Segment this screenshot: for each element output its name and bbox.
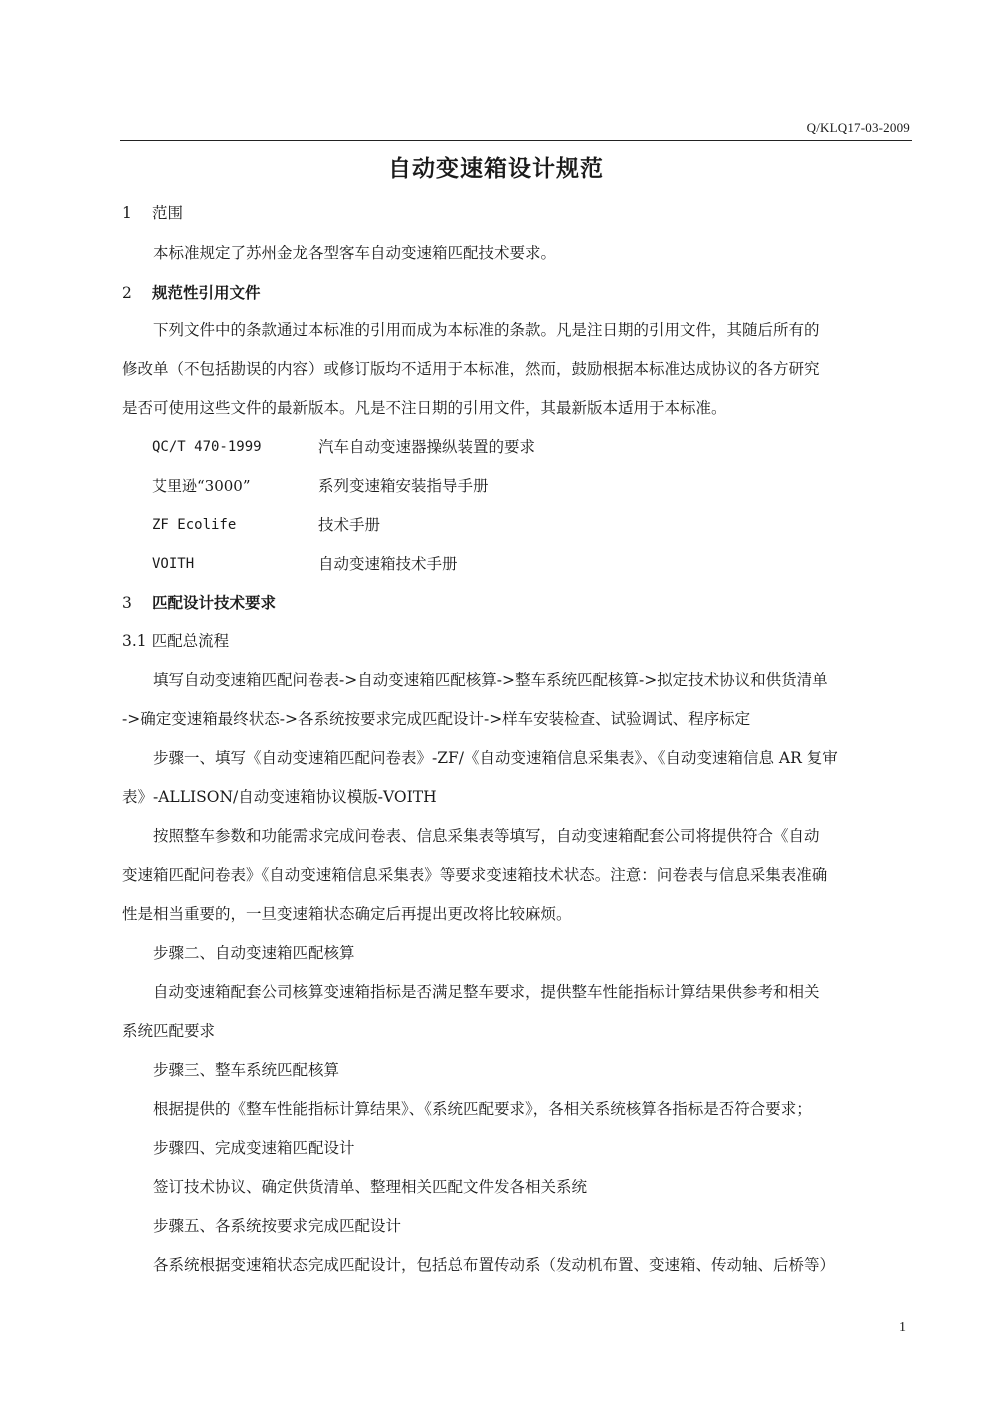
header-rule xyxy=(120,140,912,141)
reference-description: 自动变速箱技术手册 xyxy=(318,555,458,573)
paragraph-line: 自动变速箱配套公司核算变速箱指标是否满足整车要求，提供整车性能指标计算结果供参考和相关 xyxy=(153,983,820,1001)
paragraph-line: 各系统根据变速箱状态完成匹配设计，包括总布置传动系（发动机布置、变速箱、传动轴、后桥等） xyxy=(153,1256,836,1274)
paragraph-line: 填写自动变速箱匹配问卷表->自动变速箱匹配核算->整车系统匹配核算->拟定技术协议和供货清单 xyxy=(153,671,828,689)
paragraph-line: 是否可使用这些文件的最新版本。凡是不注日期的引用文件，其最新版本适用于本标准。 xyxy=(122,399,727,417)
reference-code: 艾里逊“3000” xyxy=(152,477,251,495)
paragraph-line: 性是相当重要的，一旦变速箱状态确定后再提出更改将比较麻烦。 xyxy=(122,905,572,923)
paragraph-line: ->确定变速箱最终状态->各系统按要求完成匹配设计->样车安装检查、试验调试、程序标定 xyxy=(122,710,751,728)
section-3-heading xyxy=(122,593,276,613)
step-heading: 步骤三、整车系统匹配核算 xyxy=(153,1061,340,1079)
step-heading: 步骤五、各系统按要求完成匹配设计 xyxy=(153,1217,402,1235)
section-number: 1 xyxy=(122,204,132,222)
page-number: 1 xyxy=(899,1320,906,1335)
section-1-heading xyxy=(122,203,183,223)
reference-code: QC/T 470-1999 xyxy=(152,439,262,455)
reference-description: 技术手册 xyxy=(318,516,381,534)
document-code: Q/KLQ17-03-2009 xyxy=(806,120,910,135)
step-heading: 步骤二、自动变速箱匹配核算 xyxy=(153,944,355,962)
section-number: 3 xyxy=(122,594,132,612)
paragraph-line: 系统匹配要求 xyxy=(122,1022,216,1040)
section-1-paragraph: 本标准规定了苏州金龙各型客车自动变速箱匹配技术要求。 xyxy=(153,244,557,262)
section-title: 规范性引用文件 xyxy=(152,283,261,302)
paragraph-line: 根据提供的《整车性能指标计算结果》、《系统匹配要求》，各相关系统核算各指标是否符合要求； xyxy=(153,1100,812,1118)
subsection-heading: 3.1 匹配总流程 xyxy=(122,632,230,650)
step-heading: 步骤一、填写《自动变速箱匹配问卷表》-ZF/《自动变速箱信息采集表》、《自动变速箱信息 AR 复审 xyxy=(153,749,838,767)
section-2-heading xyxy=(122,283,261,303)
step-heading: 步骤四、完成变速箱匹配设计 xyxy=(153,1139,355,1157)
reference-description: 系列变速箱安装指导手册 xyxy=(318,477,489,495)
reference-description: 汽车自动变速器操纵装置的要求 xyxy=(318,438,536,456)
paragraph-line: 修改单（不包括勘误的内容）或修订版均不适用于本标准，然而，鼓励根据本标准达成协议的各方研究 xyxy=(122,360,820,378)
reference-code: VOITH xyxy=(152,556,195,572)
paragraph-line: 签订技术协议、确定供货清单、整理相关匹配文件发各相关系统 xyxy=(153,1178,588,1196)
paragraph-line: 下列文件中的条款通过本标准的引用而成为本标准的条款。凡是注日期的引用文件，其随后所有的 xyxy=(153,321,820,339)
section-number: 2 xyxy=(122,284,132,302)
paragraph-line: 变速箱匹配问卷表》《自动变速箱信息采集表》等要求变速箱技术状态。注意：问卷表与信息采集表准确 xyxy=(122,866,828,884)
paragraph-line: 按照整车参数和功能需求完成问卷表、信息采集表等填写，自动变速箱配套公司将提供符合《自动 xyxy=(153,827,820,845)
section-title: 范围 xyxy=(152,204,184,222)
section-title: 匹配设计技术要求 xyxy=(152,593,277,612)
paragraph-line: 表》-ALLISON/自动变速箱协议模版-VOITH xyxy=(122,788,437,806)
document-title: 自动变速箱设计规范 xyxy=(388,155,604,182)
reference-code: ZF Ecolife xyxy=(152,517,237,533)
